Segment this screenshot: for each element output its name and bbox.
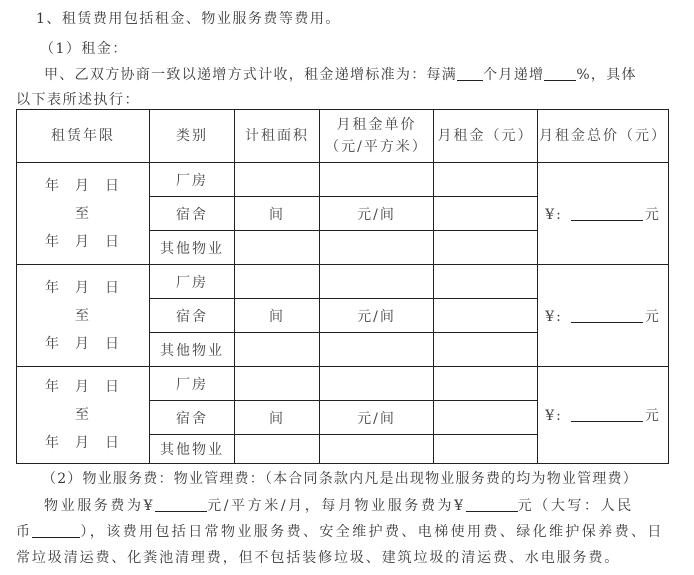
rent-cell[interactable] bbox=[434, 163, 538, 197]
period-to-label: 至 bbox=[75, 407, 91, 423]
category-cell: 其他物业 bbox=[150, 333, 235, 367]
period-from: 年 月 日 bbox=[45, 279, 121, 296]
service-fee-line3: 常垃圾清运费、化粪池清理费，但不包括装修垃圾、建筑垃圾的清运费、水电服务费。 bbox=[16, 550, 621, 566]
rent-table bbox=[16, 109, 669, 464]
rent-cell[interactable] bbox=[434, 367, 538, 401]
monthly-fee-blank[interactable] bbox=[466, 497, 518, 512]
escalation-paragraph bbox=[44, 64, 637, 84]
period-cell[interactable] bbox=[17, 163, 150, 265]
total-cell[interactable] bbox=[538, 265, 669, 367]
category-cell: 厂房 bbox=[150, 367, 235, 401]
category-cell: 其他物业 bbox=[150, 435, 235, 464]
unit-price-cell[interactable] bbox=[320, 265, 434, 299]
rent-cell[interactable] bbox=[434, 333, 538, 367]
table-row bbox=[17, 265, 669, 299]
total-blank[interactable] bbox=[571, 407, 643, 422]
header-unit-price bbox=[320, 110, 434, 163]
unit-price-cell[interactable] bbox=[320, 435, 434, 464]
escalation-months-blank[interactable] bbox=[457, 66, 483, 81]
category-cell: 宿舍 bbox=[150, 197, 235, 231]
table-row bbox=[17, 163, 669, 197]
service-fee-line1 bbox=[44, 495, 634, 515]
area-cell[interactable] bbox=[235, 435, 320, 464]
period-to-label: 至 bbox=[75, 307, 91, 324]
escalation-percent-blank[interactable] bbox=[544, 66, 576, 81]
unit-price-cell[interactable]: 元/间 bbox=[320, 197, 434, 231]
clause-1-text: 1、租赁费用包括租金、物业服务费等费用。 bbox=[36, 11, 341, 27]
rent-cell[interactable] bbox=[434, 231, 538, 265]
table-row bbox=[17, 367, 669, 401]
unit-price-cell[interactable] bbox=[320, 231, 434, 265]
total-blank[interactable] bbox=[571, 308, 643, 323]
total-prefix: ¥: bbox=[545, 206, 563, 223]
area-cell[interactable] bbox=[235, 265, 320, 299]
unit-price-cell[interactable] bbox=[320, 367, 434, 401]
total-prefix: ¥: bbox=[545, 308, 563, 325]
unit-price-cell[interactable] bbox=[320, 333, 434, 367]
header-area: 计租面积 bbox=[235, 110, 320, 163]
period-until: 年 月 日 bbox=[45, 335, 121, 352]
escalation-suffix: %，具体 bbox=[576, 67, 637, 83]
total-prefix: ¥: bbox=[545, 408, 563, 424]
category-cell: 厂房 bbox=[150, 265, 235, 299]
total-suffix: 元 bbox=[644, 308, 661, 325]
rent-cell[interactable] bbox=[434, 197, 538, 231]
unit-price-cell[interactable] bbox=[320, 163, 434, 197]
area-cell[interactable] bbox=[235, 231, 320, 265]
category-cell: 厂房 bbox=[150, 163, 235, 197]
area-cell[interactable]: 间 bbox=[235, 299, 320, 333]
rent-cell[interactable] bbox=[434, 435, 538, 464]
header-category: 类别 bbox=[150, 110, 235, 163]
header-total: 月租金总价（元） bbox=[538, 110, 669, 163]
total-cell[interactable] bbox=[538, 163, 669, 265]
period-cell[interactable] bbox=[17, 367, 150, 464]
service-fee-line2 bbox=[16, 521, 664, 541]
total-blank[interactable] bbox=[571, 206, 643, 221]
period-from: 年 月 日 bbox=[45, 177, 121, 194]
rent-cell[interactable] bbox=[434, 265, 538, 299]
area-cell[interactable] bbox=[235, 367, 320, 401]
category-cell: 宿舍 bbox=[150, 299, 235, 333]
unit-price-cell[interactable]: 元/间 bbox=[320, 401, 434, 435]
total-suffix: 元 bbox=[644, 206, 661, 223]
header-monthly-rent: 月租金（元） bbox=[434, 110, 538, 163]
period-until: 年 月 日 bbox=[45, 233, 121, 250]
area-cell[interactable]: 间 bbox=[235, 401, 320, 435]
service-fee-line2-b: ），该费用包括日常物业服务费、安全维护费、电梯使用费、绿化维护保养费、日 bbox=[80, 524, 664, 540]
service-fee-line1-b: 元/平方米/月，每月物业服务费为¥ bbox=[207, 498, 466, 514]
category-cell: 宿舍 bbox=[150, 401, 235, 435]
service-fee-title: （2）物业服务费：物业管理费：（本合同条款内凡是出现物业服务费的均为物业管理费） bbox=[42, 471, 638, 487]
rent-cell[interactable] bbox=[434, 401, 538, 435]
period-to-label: 至 bbox=[75, 205, 91, 222]
area-cell[interactable]: 间 bbox=[235, 197, 320, 231]
header-unit-price-line2: （元/平方米） bbox=[325, 139, 428, 155]
total-suffix: 元 bbox=[644, 408, 661, 424]
fee-per-sqm-blank[interactable] bbox=[155, 497, 207, 512]
total-cell[interactable] bbox=[538, 367, 669, 464]
escalation-mid: 个月递增 bbox=[483, 67, 545, 83]
service-fee-line2-a: 币 bbox=[16, 524, 33, 540]
escalation-prefix: 甲、乙双方协商一致以递增方式计收，租金递增标准为：每满 bbox=[44, 67, 458, 83]
area-cell[interactable] bbox=[235, 333, 320, 367]
escalation-line2: 以下表所述执行： bbox=[16, 92, 140, 108]
category-cell: 其他物业 bbox=[150, 231, 235, 265]
rent-subtitle: （1）租金： bbox=[40, 41, 128, 57]
header-period: 租赁年限 bbox=[17, 110, 150, 163]
unit-price-cell[interactable]: 元/间 bbox=[320, 299, 434, 333]
rent-cell[interactable] bbox=[434, 299, 538, 333]
amount-in-words-blank[interactable] bbox=[32, 523, 80, 538]
period-until: 年 月 日 bbox=[45, 435, 121, 451]
period-from: 年 月 日 bbox=[45, 379, 121, 395]
period-cell[interactable] bbox=[17, 265, 150, 367]
table-header-row bbox=[17, 110, 669, 163]
header-unit-price-line1: 月租金单价 bbox=[336, 117, 417, 133]
service-fee-line1-c: 元（大写：人民 bbox=[517, 498, 634, 514]
area-cell[interactable] bbox=[235, 163, 320, 197]
service-fee-line1-a: 物业服务费为¥ bbox=[44, 498, 156, 514]
